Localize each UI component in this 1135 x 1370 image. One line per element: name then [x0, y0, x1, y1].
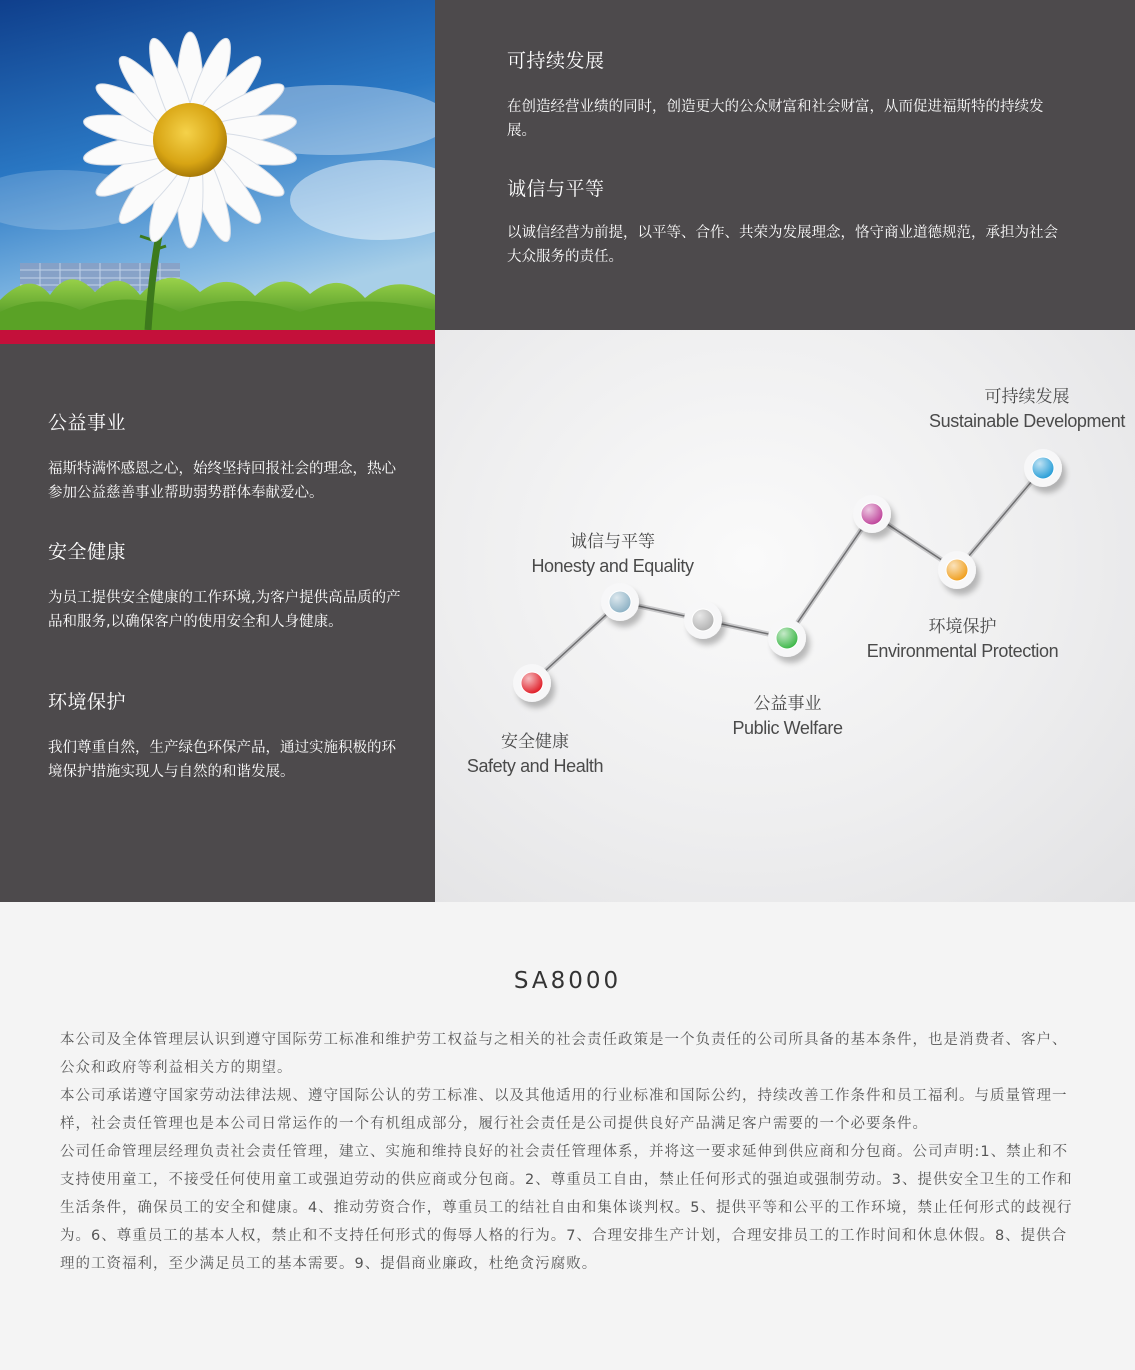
- value-text: 在创造经营业绩的同时，创造更大的公众财富和社会财富，从而促进福斯特的持续发展。: [507, 99, 1044, 139]
- hero-image: [0, 0, 435, 330]
- values-path-diagram: [435, 330, 1135, 902]
- label-cn: 可持续发展: [984, 387, 1070, 406]
- value-title: 诚信与平等: [507, 178, 605, 200]
- value-block-environment: [48, 687, 403, 784]
- label-en: Sustainable Development: [929, 411, 1125, 431]
- value-block-sustainable: [507, 46, 1067, 143]
- value-text: 以诚信经营为前提，以平等、合作、共荣为发展理念，恪守商业道德规范，承担为社会大众服务的责任。: [507, 225, 1058, 265]
- sa8000-body: [60, 1026, 1080, 1278]
- sa8000-paragraph: 本公司承诺遵守国家劳动法律法规、遵守国际公认的劳工标准、以及其他适用的行业标准和国际公约，持续改善工作条件和员工福利。与质量管理一样，社会责任管理也是本公司日常运作的一个有机组成部分，履行社会责任是公司提供良好产品满足客户需要的一个必要条件。: [60, 1088, 1068, 1132]
- milestone-dot: [938, 551, 976, 589]
- label-environmental-protection: [860, 615, 1065, 663]
- label-sustainable-development: [927, 385, 1127, 433]
- label-en: Public Welfare: [732, 718, 843, 738]
- values-left-panel: [0, 344, 435, 902]
- value-block-honesty: [507, 174, 1067, 269]
- label-cn: 诚信与平等: [570, 532, 655, 551]
- value-text: 福斯特满怀感恩之心，始终坚持回报社会的理念，热心参加公益慈善事业帮助弱势群体奉献爱心。: [48, 461, 396, 501]
- value-text: 我们尊重自然，生产绿色环保产品，通过实施积极的环境保护措施实现人与自然的和谐发展。: [48, 740, 396, 780]
- milestone-dot: [601, 583, 639, 621]
- value-text: 为员工提供安全健康的工作环境,为客户提供高品质的产品和服务,以确保客户的使用安全和人身健康。: [48, 590, 401, 630]
- label-cn: 环境保护: [928, 617, 997, 636]
- value-block-welfare: [48, 408, 403, 505]
- label-cn: 公益事业: [753, 694, 822, 713]
- value-block-safety: [48, 537, 403, 634]
- sa8000-title: SA8000: [513, 968, 622, 994]
- sa8000-paragraph: 本公司及全体管理层认识到遵守国际劳工标准和维护劳工权益与之相关的社会责任政策是一个负责任的公司所具备的基本条件，也是消费者、客户、公众和政府等利益相关方的期望。: [60, 1032, 1068, 1076]
- label-en: Safety and Health: [466, 756, 604, 776]
- label-public-welfare: [720, 692, 855, 740]
- label-en: Environmental Protection: [866, 641, 1059, 661]
- sa8000-section: [0, 902, 1135, 1370]
- milestone-dot: [853, 495, 891, 533]
- value-title: 公益事业: [48, 412, 127, 434]
- milestone-dot: [513, 664, 551, 702]
- value-title: 安全健康: [48, 541, 127, 563]
- accent-bar: [0, 330, 435, 344]
- milestone-dot: [768, 619, 806, 657]
- values-top-panel: [435, 0, 1135, 330]
- milestone-dot: [1024, 449, 1062, 487]
- milestone-dot: [684, 601, 722, 639]
- label-honesty-equality: [525, 530, 700, 578]
- value-title: 环境保护: [48, 691, 127, 713]
- sa8000-paragraph: 公司任命管理层经理负责社会责任管理，建立、实施和维持良好的社会责任管理体系，并将这一要求延伸到供应商和分包商。公司声明:1、禁止和不支持使用童工，不接受任何使用童工或强迫劳动的供应商或分包商。2、尊重员工自由，禁止任何形式的强迫或强制劳动。3、提供安全卫生的工作和生活条件，确保员工的安全和健康。4、推动劳资合作，尊重员工的结社自由和集体谈判权。5、提供平等和公平的工作环境，禁止任何形式的歧视行为。6、尊重员工的基本人权，禁止和不支持任何形式的侮辱人格的行为。7、合理安排生产计划，合理安排员工的工作时间和休息休假。8、提供合理的工资福利，至少满足员工的基本需要。9、提倡商业廉政，杜绝贪污腐败。: [60, 1144, 1073, 1272]
- label-safety-health: [465, 730, 605, 778]
- value-title: 可持续发展: [507, 50, 605, 72]
- daisy-illustration: [0, 0, 435, 330]
- label-cn: 安全健康: [501, 732, 569, 751]
- label-en: Honesty and Equality: [531, 556, 694, 576]
